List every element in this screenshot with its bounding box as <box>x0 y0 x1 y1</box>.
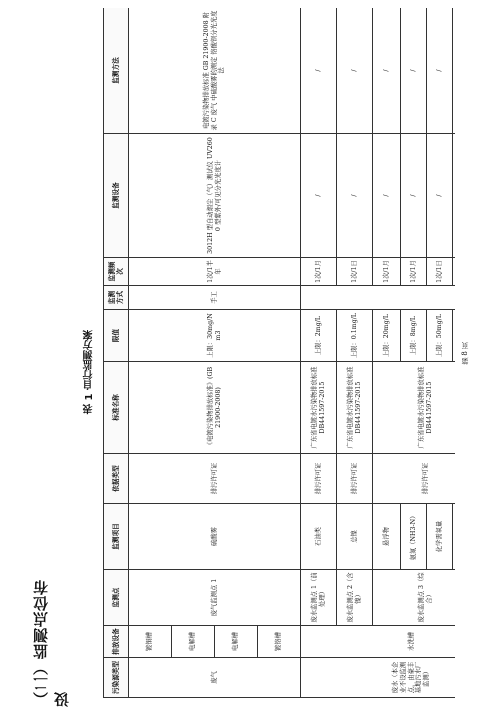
water-method-cell: / <box>401 8 427 134</box>
monitoring-table-frame <box>103 8 455 698</box>
header-monitoring-equipment: 监测设备 <box>104 134 129 258</box>
water-point-cell: 废水监测点 2（含镍） <box>337 570 373 626</box>
water-frequency-cell <box>453 258 456 286</box>
water-frequency-cell: 1次/1日 <box>337 258 373 286</box>
water-item-cell: 悬浮物 <box>373 504 401 570</box>
water-limit-cell: 上限：8mg/L <box>401 310 427 362</box>
header-limit: 限值 <box>104 310 129 362</box>
water-point-cell: 废水监测点 1（前处理） <box>301 570 337 626</box>
gas-frequency-cell: 1次/1半年 <box>129 258 301 286</box>
header-monitoring-point: 监测点 <box>104 570 129 626</box>
water-equipment-cell: / <box>427 134 453 258</box>
water-frequency-cell: 1次/1日 <box>427 258 453 286</box>
water-item-cell <box>453 504 456 570</box>
header-monitoring-mode: 监测方式 <box>104 286 129 310</box>
gas-standard-cell: 《电镀污染物排放标准》(GB 21900-2008) <box>129 362 301 454</box>
water-standard-cell: 广东省电镀水污染物排放标准 DB441597-2015 <box>301 362 337 454</box>
water-item-cell: 石油类 <box>301 504 337 570</box>
water-item-cell: 总镍 <box>337 504 373 570</box>
header-standard-name: 标准名称 <box>104 362 129 454</box>
water-limit-cell: 上限：2mg/L <box>301 310 337 362</box>
gas-device-cell: 电解槽 <box>172 626 215 658</box>
gas-type-cell: 废气 <box>129 658 301 698</box>
gas-item-cell: 硫酸雾 <box>129 504 301 570</box>
water-equipment-cell: / <box>301 134 337 258</box>
water-method-cell: / <box>373 8 401 134</box>
water-method-cell: / <box>427 8 453 134</box>
water-item-cell: 化学需氧量 <box>427 504 453 570</box>
header-pollution-type: 污染源类型 <box>104 658 129 698</box>
table-row <box>337 8 373 698</box>
header-monitoring-item: 监测项目 <box>104 504 129 570</box>
water-basis-cell: 排污许可证 <box>301 454 337 504</box>
page-number: 第 8 页 <box>461 342 469 365</box>
table-row <box>129 8 172 698</box>
water-limit-cell <box>453 310 456 362</box>
water-standard-cell: 广东省电镀水污染物排放标准 DB441597-2015 <box>373 362 456 454</box>
gas-equipment-cell: 3012H 型自动烟尘（气）测试仪 UV2600 型紫外/可见分光光度计 <box>129 134 301 258</box>
table-row <box>373 8 401 698</box>
rotated-table-layer <box>103 8 455 698</box>
water-device-cell: 水洗槽 <box>301 626 456 658</box>
water-method-cell: / <box>301 8 337 134</box>
gas-mode-cell: 手工 <box>129 286 301 310</box>
water-equipment-cell: / <box>401 134 427 258</box>
water-method-cell: / <box>337 8 373 134</box>
monitoring-plan-table <box>103 8 455 698</box>
water-equipment-cell: / <box>337 134 373 258</box>
gas-device-cell: 电解槽 <box>215 626 258 658</box>
header-basis-type: 依据类型 <box>104 454 129 504</box>
header-row <box>104 8 129 698</box>
gas-method-cell: 电镀污染物排放标准 GB 21900-2008 附录 C 废气 中硫酸雾的测定 铬酸钡分光光度法 <box>129 8 301 134</box>
water-type-cell: 废水（本企业不设监测点，由豪丰基地污水厂监测） <box>301 658 456 698</box>
water-equipment-cell <box>453 134 456 258</box>
water-limit-cell: 上限：0.1mg/L <box>337 310 373 362</box>
water-limit-cell: 上限：50mg/L <box>427 310 453 362</box>
gas-device-cell: 镀铜槽 <box>129 626 172 658</box>
water-equipment-cell: / <box>373 134 401 258</box>
water-basis-cell: 排污许可证 <box>337 454 373 504</box>
section-heading: （二）监测点位布设 <box>32 579 71 707</box>
header-monitoring-method: 监测方法 <box>104 8 129 134</box>
table-row <box>301 8 337 698</box>
gas-point-cell: 废气监测点 1 <box>129 570 301 626</box>
water-mode-cell <box>301 286 456 310</box>
water-standard-cell: 广东省电镀水污染物排放标准 DB441597-2015 <box>337 362 373 454</box>
water-frequency-cell: 1次/1月 <box>373 258 401 286</box>
header-equipment: 排放设备 <box>104 626 129 658</box>
gas-limit-cell: 上限：30mg/Nm3 <box>129 310 301 362</box>
gas-device-cell: 镀铬槽 <box>258 626 301 658</box>
water-frequency-cell: 1次/1月 <box>401 258 427 286</box>
header-frequency: 监测频次 <box>104 258 129 286</box>
water-limit-cell: 上限：20mg/L <box>373 310 401 362</box>
water-item-cell: 氨氮（NH3-N） <box>401 504 427 570</box>
gas-basis-cell: 排污许可证 <box>129 454 301 504</box>
water-method-cell <box>453 8 456 134</box>
water-frequency-cell: 1次/1月 <box>301 258 337 286</box>
table-title: 表 1 自行监测方案 <box>84 330 95 414</box>
water-point-cell: 废水监测点 3（综合） <box>373 570 456 626</box>
water-basis-cell: 排污许可证 <box>373 454 456 504</box>
